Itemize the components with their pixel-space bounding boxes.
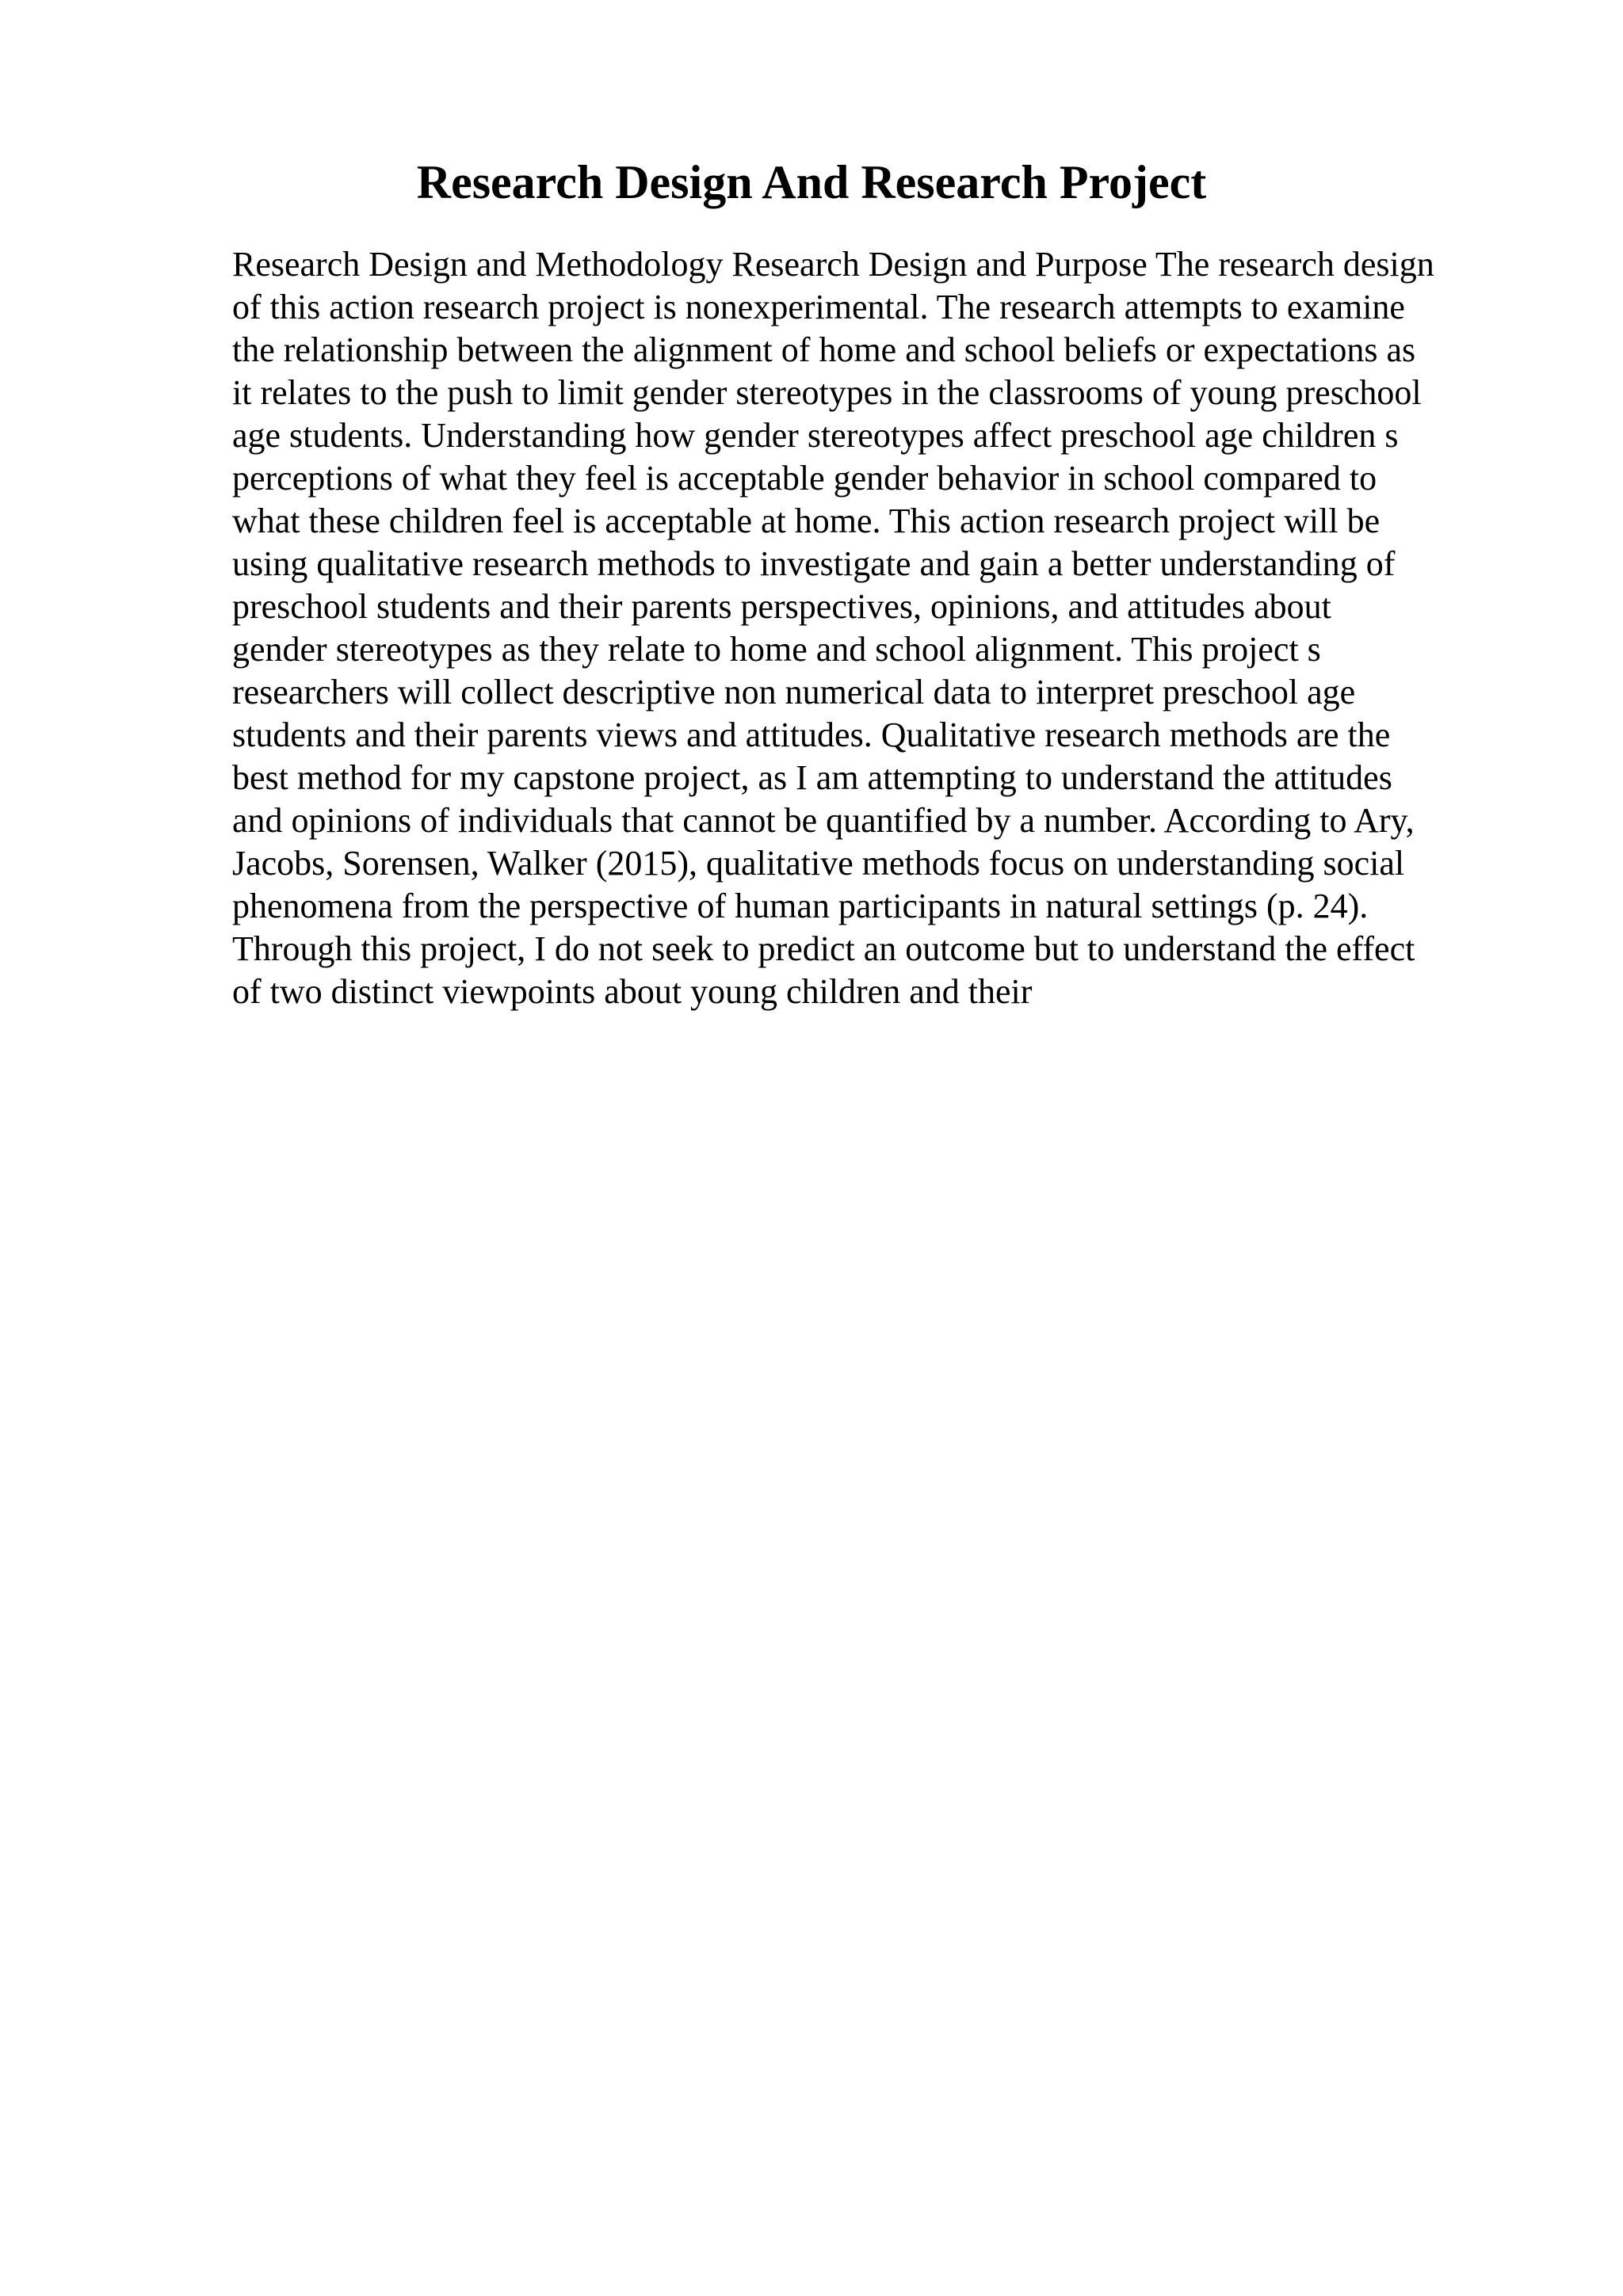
body-line: Through this project, I do not seek to predict an outcome but to understand the effect <box>232 929 1415 968</box>
document-body <box>232 243 1516 1013</box>
body-line: researchers will collect descriptive non numerical data to interpret preschool age <box>232 673 1356 711</box>
body-line: what these children feel is acceptable at home. This action research project will be <box>232 502 1381 540</box>
body-line: the relationship between the alignment of home and school beliefs or expectations as <box>232 330 1416 369</box>
body-line: preschool students and their parents perspectives, opinions, and attitudes about <box>232 587 1331 626</box>
body-line: of this action research project is nonexperimental. The research attempts to examine <box>232 288 1405 326</box>
body-line: perceptions of what they feel is acceptable gender behavior in school compared to <box>232 459 1377 498</box>
body-line: Jacobs, Sorensen, Walker (2015), qualitative methods focus on understanding social <box>232 844 1405 883</box>
body-line: gender stereotypes as they relate to home and school alignment. This project s <box>232 630 1321 669</box>
body-line: of two distinct viewpoints about young children and their <box>232 972 1033 1011</box>
body-line: students and their parents views and attitudes. Qualitative research methods are the <box>232 715 1391 754</box>
body-line: Research Design and Methodology Research Design and Purpose The research design <box>232 245 1434 284</box>
body-line: using qualitative research methods to investigate and gain a better understanding of <box>232 544 1396 583</box>
document-title: Research Design And Research Project <box>416 156 1207 208</box>
body-line: and opinions of individuals that cannot be quantified by a number. According to Ary, <box>232 801 1415 840</box>
body-line: age students. Understanding how gender stereotypes affect preschool age children s <box>232 416 1399 455</box>
body-line: best method for my capstone project, as I am attempting to understand the attitudes <box>232 758 1392 797</box>
body-line: it relates to the push to limit gender stereotypes in the classrooms of young preschool <box>232 373 1422 412</box>
body-line: phenomena from the perspective of human participants in natural settings (p. 24). <box>232 887 1369 925</box>
